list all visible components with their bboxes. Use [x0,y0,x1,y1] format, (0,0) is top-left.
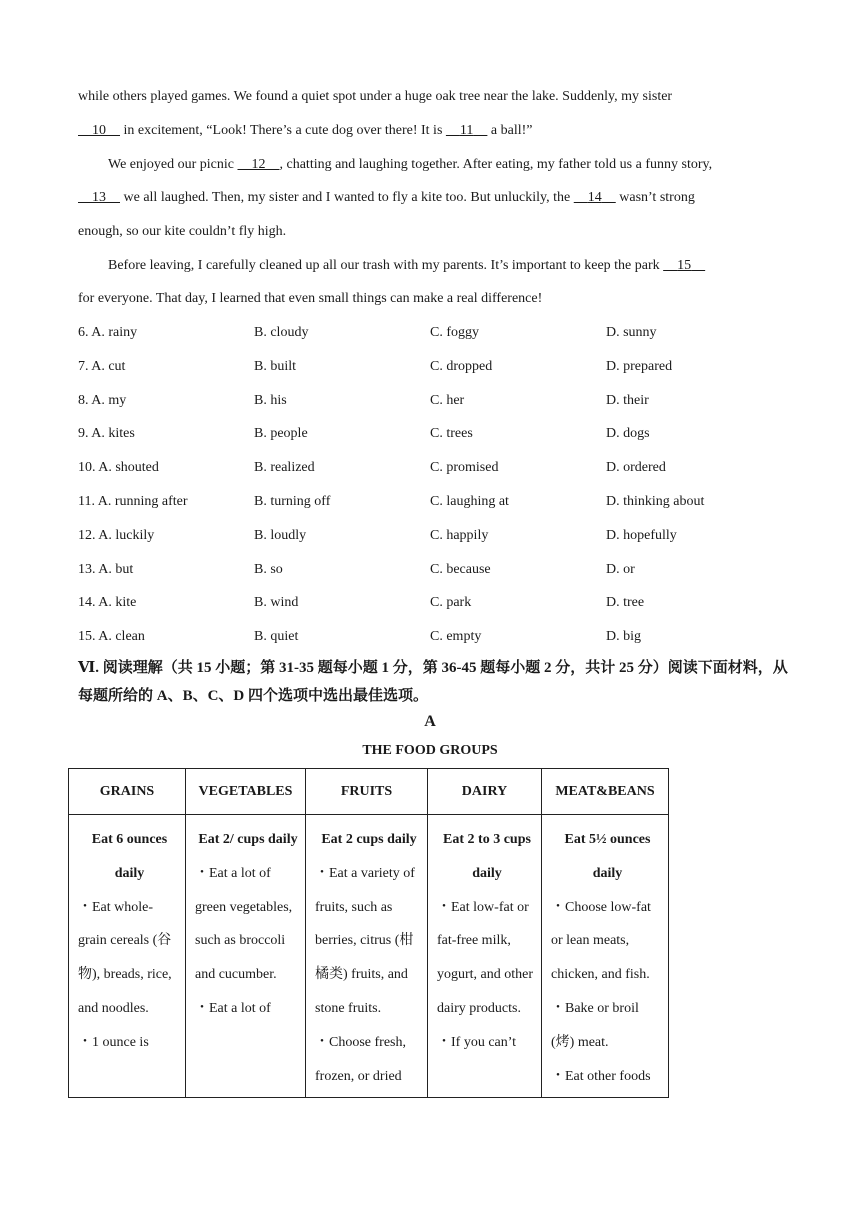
food-groups-table [68,768,669,1098]
blank-14: 14 [587,190,602,205]
option-7-b: B. built [254,358,297,374]
option-9-b: B. people [254,426,308,442]
passage-text: Before leaving, I carefully cleaned up all our trash with my parents. It’s important to keep the park [108,258,664,273]
vegetables-cell [186,815,306,1098]
passage-line: for everyone. That day, I learned that even small things can make a real difference! [78,291,543,306]
option-13-d: D. or [606,561,635,577]
cell-bullet: ・Eat a lot of [195,1000,271,1016]
cell-bullet: ・Eat other foods [551,1068,651,1084]
option-13-c: C. because [430,561,491,577]
cell-title: Eat 2/ cups daily [198,832,298,847]
table-title: THE FOOD GROUPS [362,743,498,758]
dairy-cell [428,815,542,1098]
option-14-c: C. park [430,595,472,611]
passage-text: wasn’t strong [615,190,695,205]
passage-text: a ball!” [487,123,533,138]
option-6-a: 6. A. rainy [78,325,138,340]
cell-bullet: ・Eat a lot of green vegetables, such as broccoli and cucumber. [195,865,293,983]
option-6-b: B. cloudy [254,325,309,340]
option-13-b: B. so [254,561,283,577]
cell-title: Eat 2 to 3 cups daily [443,832,531,881]
header-vegetables: VEGETABLES [186,769,306,815]
option-14-a: 14. A. kite [78,595,137,611]
option-8-b: B. his [254,392,287,408]
cell-bullet: ・Eat low-fat or fat-free milk, yogurt, and other dairy products. [437,899,534,1016]
blank-11: 11 [459,123,474,138]
option-7-c: C. dropped [430,358,493,374]
option-10-c: C. promised [430,460,499,476]
option-11-c: C. laughing at [430,494,509,509]
cell-bullet: ・Eat whole-grain cereals (谷物), breads, rice, and noodles. [78,899,172,1016]
cell-bullet: ・Choose low-fat or lean meats, chicken, and fish. [551,899,651,983]
cell-bullet: ・Eat a variety of fruits, such as berries, citrus (柑橘类) fruits, and stone fruits. [315,865,415,1016]
option-10-d: D. ordered [606,460,666,476]
option-11-a: 11. A. running after [78,494,188,509]
cell-title: Eat 2 cups daily [321,832,417,847]
option-14-b: B. wind [254,595,299,611]
cell-bullet: ・1 ounce is [78,1034,149,1050]
grains-cell [69,815,186,1098]
header-fruits: FRUITS [306,769,428,815]
option-9-a: 9. A. kites [78,426,135,442]
meat-beans-cell [542,815,669,1098]
cell-bullet: ・If you can’t [437,1034,517,1050]
option-7-d: D. prepared [606,358,673,374]
passage-line: enough, so our kite couldn’t fly high. [78,224,287,239]
part-label: A [424,713,436,730]
cell-title: Eat 6 ounces daily [91,832,168,881]
option-9-c: C. trees [430,426,473,442]
passage-text: We enjoyed our picnic [108,157,238,172]
option-15-a: 15. A. clean [78,629,145,645]
option-12-d: D. hopefully [606,527,677,543]
passage-line: while others played games. We found a quiet spot under a huge oak tree near the lake. Suddenly, my sister [78,89,673,104]
passage-line [78,123,532,139]
blank-12: 12 [251,157,266,172]
option-6-c: C. foggy [430,325,479,340]
option-8-a: 8. A. my [78,392,127,408]
blank-15: 15 [677,258,692,273]
fruits-cell [306,815,428,1098]
option-6-d: D. sunny [606,325,657,340]
option-12-b: B. loudly [254,527,307,543]
section-heading: Ⅵ. 阅读理解（共 15 小题；第 31-35 题每小题 1 分，第 36-45 题每小题 2 分，共计 25 分）阅读下面材料，从每题所给的 A、B、C、D 四个选项中选出最佳选项。 [78,660,788,704]
option-11-b: B. turning off [254,494,331,509]
option-15-d: D. big [606,629,641,645]
cell-title: Eat 5½ ounces daily [564,832,651,881]
passage-text: we all laughed. Then, my sister and I wanted to fly a kite too. But unluckily, the [120,190,574,205]
passage-text: in excitement, “Look! There’s a cute dog over there! It is [120,123,446,138]
cell-bullet: ・Choose fresh, frozen, or dried [315,1034,406,1084]
blank-10: 10 [92,123,106,138]
option-12-c: C. happily [430,527,489,543]
blank-13: 13 [92,190,106,205]
header-dairy: DAIRY [428,769,542,815]
option-8-d: D. their [606,392,649,408]
passage-line [78,190,695,206]
option-9-d: D. dogs [606,426,650,442]
option-12-a: 12. A. luckily [78,527,155,543]
cell-bullet: ・Bake or broil (烤) meat. [551,1000,639,1050]
header-meat-beans: MEAT&BEANS [542,769,669,815]
passage-line [108,258,705,274]
option-13-a: 13. A. but [78,561,134,577]
option-8-c: C. her [430,392,465,408]
table-header-row [69,769,669,815]
table-row [69,815,669,1098]
option-7-a: 7. A. cut [78,358,126,374]
passage-text: , chatting and laughing together. After eating, my father told us a funny story, [279,157,713,172]
option-10-a: 10. A. shouted [78,460,159,476]
option-14-d: D. tree [606,595,645,611]
option-11-d: D. thinking about [606,494,705,509]
option-10-b: B. realized [254,460,315,476]
option-15-c: C. empty [430,629,482,645]
passage-line [108,157,712,173]
option-15-b: B. quiet [254,629,299,645]
header-grains: GRAINS [69,769,186,815]
